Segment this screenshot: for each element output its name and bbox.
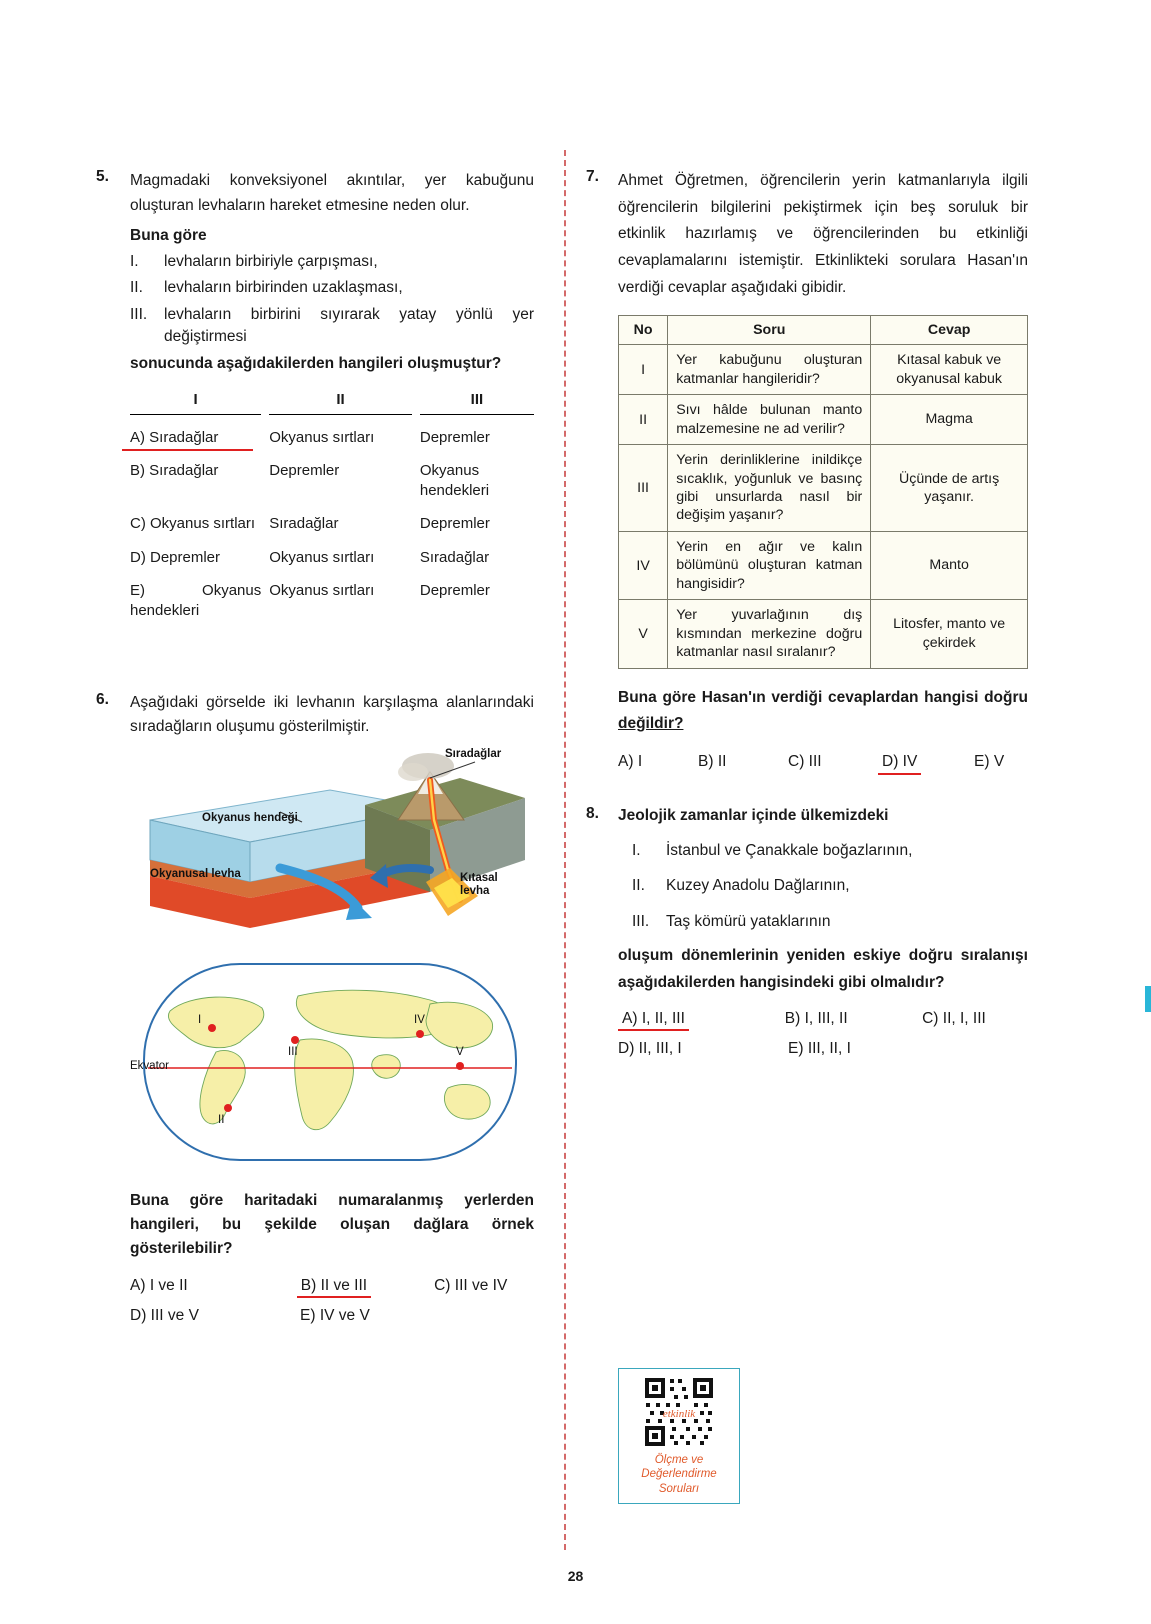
item-text: Taş kömürü yataklarının xyxy=(666,913,831,931)
option-a-col3: Depremler xyxy=(419,428,490,446)
question-5 xyxy=(96,168,534,621)
option-6-a[interactable] xyxy=(130,1277,297,1295)
option-key: E) xyxy=(788,1040,804,1058)
option-text: III, II, I xyxy=(807,1040,851,1058)
map-point-label-III: III xyxy=(288,1045,298,1058)
option-c-col1[interactable] xyxy=(130,514,261,534)
map-point-label-II: II xyxy=(218,1113,225,1126)
option-key: D) xyxy=(882,753,899,771)
question-5-stem: Magmadaki konveksiyonel akıntılar, yer kabuğunu oluşturan levhaların hareket etmesine neden olur. xyxy=(130,172,534,215)
option-8-b[interactable] xyxy=(785,1010,922,1028)
map-point-label-IV: IV xyxy=(414,1013,425,1026)
option-a-col1[interactable] xyxy=(130,428,261,448)
figure-label-siradaglar: Sıradağlar xyxy=(445,747,502,760)
option-row-c[interactable] xyxy=(130,514,534,534)
question-8-body xyxy=(618,805,1028,996)
row-soru: Sıvı hâlde bulunan manto malzemesine ne ad verilir? xyxy=(668,395,871,445)
option-text: Depremler xyxy=(150,548,221,566)
option-key: B) xyxy=(784,1010,801,1028)
option-key: B) xyxy=(698,753,714,771)
row-cevap: Magma xyxy=(871,395,1028,445)
option-d-col1[interactable] xyxy=(130,548,261,568)
option-text: II, III, I xyxy=(638,1040,682,1058)
question-5-lead: Buna göre xyxy=(130,227,207,245)
world-map xyxy=(130,956,530,1171)
option-key: E) xyxy=(974,753,990,771)
qr-code-icon[interactable] xyxy=(642,1375,716,1449)
option-text: III ve V xyxy=(150,1307,199,1324)
question-6 xyxy=(96,691,534,1325)
option-6-b[interactable] xyxy=(297,1277,434,1295)
row-soru: Yer yuvarlağının dış kısmından merkezine doğru katmanlar nasıl sıralanır? xyxy=(668,600,871,668)
qr-code-block[interactable] xyxy=(618,1368,740,1504)
question-7-question-emphasis: değildir? xyxy=(618,714,684,732)
option-b-col1[interactable] xyxy=(130,461,261,502)
options-header-2: II xyxy=(269,390,412,414)
question-5-body xyxy=(130,168,534,621)
row-soru: Yerin derinliklerine inildikçe sıcaklık, yoğunluk ve basınç gibi unsurlarda nasıl bir değişim yaşanır? xyxy=(668,445,871,532)
question-7-question xyxy=(618,685,1028,738)
page-number: 28 xyxy=(567,1568,584,1584)
option-text: Okyanus sırtları xyxy=(150,515,256,533)
row-no: II xyxy=(619,395,668,445)
plate-collision-svg xyxy=(130,747,530,950)
option-text: IV ve V xyxy=(319,1307,370,1324)
question-8-options xyxy=(618,1010,1030,1058)
option-8-d[interactable] xyxy=(618,1040,788,1058)
option-text: V xyxy=(993,753,1005,771)
qr-code-svg xyxy=(642,1375,716,1449)
options-header-3: III xyxy=(420,390,534,414)
row-cevap: Litosfer, manto ve çekirdek xyxy=(871,600,1028,668)
option-key: D) xyxy=(130,1307,147,1324)
option-text: Sıradağlar xyxy=(149,428,219,446)
option-c-col2: Sıradağlar xyxy=(269,515,339,533)
option-row-top xyxy=(618,1010,1030,1028)
question-8-number: 8. xyxy=(586,805,599,823)
option-e-col3: Depremler xyxy=(419,581,490,599)
option-6-d[interactable] xyxy=(130,1307,300,1325)
option-key: D) xyxy=(618,1040,635,1058)
question-7-number: 7. xyxy=(586,168,599,185)
option-7-d[interactable] xyxy=(878,753,974,771)
option-key: A) xyxy=(130,1277,146,1294)
option-row-a[interactable] xyxy=(130,428,534,448)
option-text: II, I, III xyxy=(942,1010,986,1028)
option-key: C) xyxy=(434,1277,451,1294)
option-row-top xyxy=(130,1277,542,1295)
option-7-c[interactable] xyxy=(788,753,878,771)
table-header-cevap: Cevap xyxy=(871,316,1028,345)
option-row-d[interactable] xyxy=(130,548,534,568)
option-text: II ve III xyxy=(320,1277,368,1294)
question-8-stem: Jeolojik zamanlar içinde ülkemizdeki xyxy=(618,807,889,825)
question-7 xyxy=(586,168,1028,771)
question-5-items xyxy=(130,251,534,348)
option-row-e[interactable] xyxy=(130,581,534,622)
options-header-1: I xyxy=(130,390,261,414)
map-label-ekvator: Ekvator xyxy=(130,1059,169,1072)
option-6-c[interactable] xyxy=(434,1277,542,1295)
option-key: E) xyxy=(300,1307,316,1324)
question-6-number: 6. xyxy=(96,691,109,709)
figure-label-okyanusal-levha: Okyanusal levha xyxy=(150,867,241,880)
option-row-b[interactable] xyxy=(130,461,534,502)
option-row-bottom xyxy=(130,1307,542,1325)
table-row xyxy=(619,600,1028,668)
option-row-bottom xyxy=(618,1040,1030,1058)
row-no: I xyxy=(619,345,668,395)
table-row xyxy=(619,445,1028,532)
option-e-col1[interactable] xyxy=(130,581,261,622)
option-8-e[interactable] xyxy=(788,1040,928,1058)
svg-text:etkinlik: etkinlik xyxy=(662,1408,696,1420)
question-6-stem: Aşağıdaki görselde iki levhanın karşılaşma alanlarındaki sıradağların oluşumu gösterilmiştir. xyxy=(130,694,534,735)
left-column xyxy=(96,168,534,1343)
option-key: B) xyxy=(300,1277,317,1294)
map-point-label-I: I xyxy=(198,1013,202,1026)
row-soru: Yer kabuğunu oluşturan katmanlar hangileridir? xyxy=(668,345,871,395)
row-no: III xyxy=(619,445,668,532)
row-no: V xyxy=(619,600,668,668)
option-key: A) xyxy=(130,428,145,446)
option-7-a[interactable] xyxy=(618,753,698,771)
item-label: I. xyxy=(130,252,139,270)
table-row xyxy=(619,531,1028,599)
question-8-items xyxy=(632,840,1028,933)
option-key: C) xyxy=(130,515,146,533)
item-label: III. xyxy=(130,306,148,324)
question-5-options-table xyxy=(130,390,534,621)
figure-label-kitasal-levha: Kıtasal levha xyxy=(460,871,498,898)
list-item xyxy=(632,911,1028,933)
list-item xyxy=(130,277,534,299)
list-item xyxy=(632,840,1028,862)
figure-label-okyanus-hendegi: Okyanus hendeği xyxy=(202,811,298,824)
row-soru: Yerin en ağır ve kalın bölümünü oluşturan katman hangisidir? xyxy=(668,531,871,599)
option-text: I, III, II xyxy=(804,1010,848,1028)
item-label: I. xyxy=(632,841,641,859)
question-7-question-text: Buna göre Hasan'ın verdiği cevaplardan hangisi doğru xyxy=(618,688,1028,706)
option-7-b[interactable] xyxy=(698,753,788,771)
question-6-question: Buna göre haritadaki numaralanmış yerlerden hangileri, bu şekilde oluşan dağlara örnek gösterilebilir? xyxy=(130,1191,534,1257)
option-text: IV xyxy=(902,753,918,771)
edge-tab-marker xyxy=(1145,986,1151,1012)
option-8-a[interactable] xyxy=(618,1010,785,1028)
option-key: A) xyxy=(622,1010,638,1028)
option-text: II xyxy=(717,753,727,771)
question-6-options xyxy=(130,1277,542,1325)
option-d-col3: Sıradağlar xyxy=(419,548,490,566)
row-cevap: Manto xyxy=(871,531,1028,599)
table-header-no: No xyxy=(619,316,668,345)
item-text: İstanbul ve Çanakkale boğazlarının, xyxy=(666,841,913,859)
item-text: Kuzey Anadolu Dağlarının, xyxy=(666,877,850,895)
question-6-body xyxy=(130,691,534,738)
item-text: levhaların birbirini sıyırarak yatay yönlü yer değiştirmesi xyxy=(164,306,534,345)
item-label: III. xyxy=(632,913,650,931)
row-cevap: Üçünde de artış yaşanır. xyxy=(871,445,1028,532)
question-8-question: oluşum dönemlerinin yeniden eskiye doğru sıralanışı aşağıdakilerden hangisindeki gibi olmalıdır? xyxy=(618,946,1028,991)
option-a-col2: Okyanus sırtları xyxy=(269,428,375,446)
list-item xyxy=(130,304,534,347)
column-divider xyxy=(564,150,566,1550)
row-no: IV xyxy=(619,531,668,599)
question-7-table xyxy=(618,315,1028,668)
option-text: III ve IV xyxy=(454,1277,508,1294)
option-b-col2: Depremler xyxy=(269,461,340,479)
list-item xyxy=(632,875,1028,897)
map-point-label-V: V xyxy=(456,1045,464,1058)
option-text: I, II, III xyxy=(641,1010,685,1028)
option-b-col3: Okyanus hendekleri xyxy=(419,461,490,500)
option-key: A) xyxy=(618,753,634,771)
option-c-col3: Depremler xyxy=(419,515,490,533)
option-d-col2: Okyanus sırtları xyxy=(269,548,375,566)
question-7-stem: Ahmet Öğretmen, öğrencilerin yerin katmanlarıyla ilgili öğrencilerin bilgilerini pekiştirmek için beş soruluk bir etkinlik hazırlamış ve öğrencilerinden bu etkinliği cevaplamalarını istemiştir. Etkinlikteki sorulara Hasan'ın verdiği cevaplar aşağıdaki gibidir. xyxy=(618,172,1028,296)
right-column xyxy=(586,168,1028,1076)
item-label: II. xyxy=(632,877,645,895)
table-row xyxy=(619,395,1028,445)
table-header-row xyxy=(619,316,1028,345)
option-e-col2: Okyanus sırtları xyxy=(269,581,375,599)
option-key: E) xyxy=(130,581,145,599)
option-text: I xyxy=(637,753,643,771)
world-map-svg xyxy=(130,956,530,1171)
option-text: I ve II xyxy=(149,1277,188,1294)
question-5-question: sonucunda aşağıdakilerden hangileri oluşmuştur? xyxy=(130,355,502,373)
option-6-e[interactable] xyxy=(300,1307,440,1325)
option-text: III xyxy=(808,753,822,771)
option-key: D) xyxy=(130,548,146,566)
plate-collision-diagram xyxy=(130,747,530,950)
table-row xyxy=(619,345,1028,395)
question-5-number: 5. xyxy=(96,168,109,185)
list-item xyxy=(130,251,534,273)
item-label: II. xyxy=(130,279,143,297)
row-cevap: Kıtasal kabuk ve okyanusal kabuk xyxy=(871,345,1028,395)
question-7-options xyxy=(618,753,1028,771)
option-key: C) xyxy=(922,1010,939,1028)
question-8 xyxy=(586,805,1028,1058)
option-7-e[interactable] xyxy=(974,753,1004,771)
options-header-row xyxy=(130,390,534,414)
table-header-soru: Soru xyxy=(668,316,871,345)
question-6-figure xyxy=(130,747,530,1171)
option-text: Okyanus hendekleri xyxy=(130,581,262,620)
option-8-c[interactable] xyxy=(922,1010,1030,1028)
qr-caption: Ölçme ve Değerlendirme Soruları xyxy=(641,1454,717,1495)
option-key: C) xyxy=(788,753,805,771)
item-text: levhaların birbirinden uzaklaşması, xyxy=(164,279,403,297)
item-text: levhaların birbiriyle çarpışması, xyxy=(164,252,378,270)
option-key: B) xyxy=(130,461,145,479)
option-text: Sıradağlar xyxy=(149,461,219,479)
